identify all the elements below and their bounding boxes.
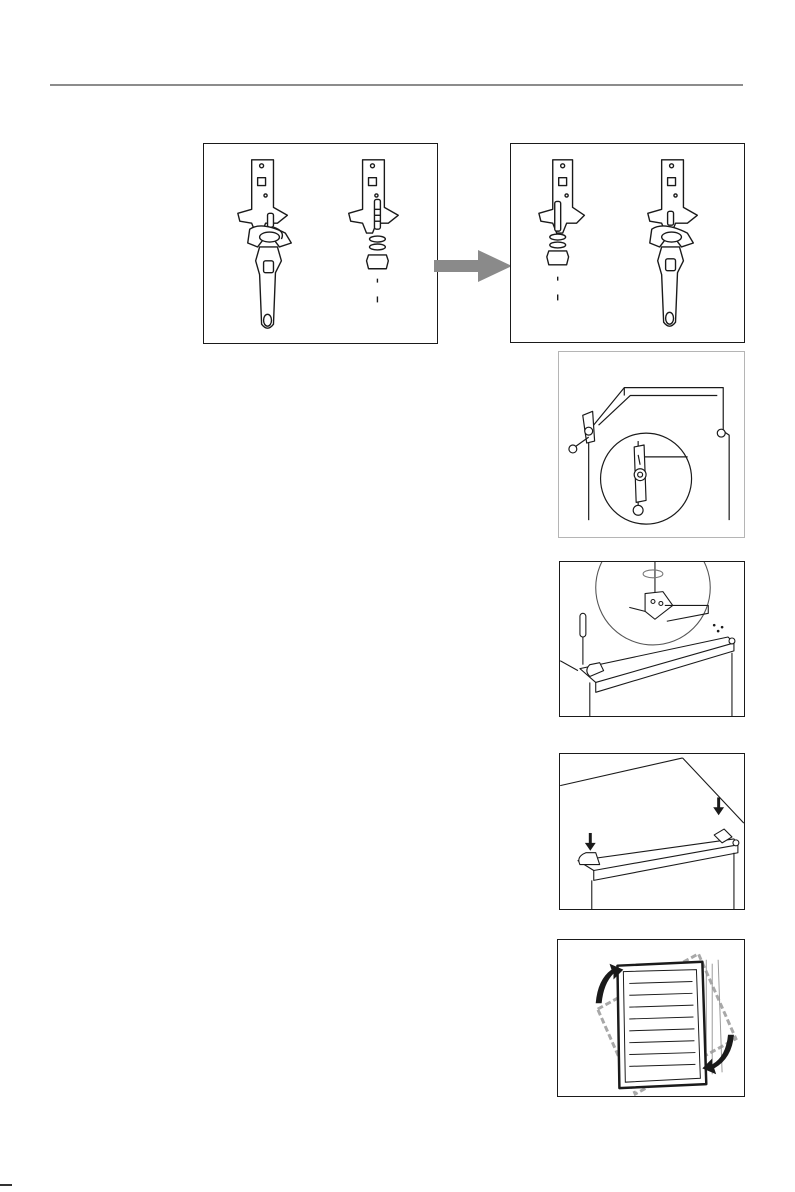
- cabinet-hinge-detail-icon: [559, 352, 744, 537]
- figure-top-hinge-mount: [558, 351, 745, 538]
- wrench-hinge-removal-icon: [204, 144, 437, 343]
- figure-hinge-before: [203, 143, 438, 344]
- figure-hole-covers: [559, 753, 745, 910]
- right-arrow-icon: [434, 250, 514, 282]
- down-arrow-covers-icon: [560, 754, 744, 909]
- figure-door-rotate: [557, 939, 745, 1097]
- header-rule: [50, 84, 743, 86]
- wrench-hinge-install-icon: [511, 144, 744, 342]
- door-rotate-arrows-icon: [558, 940, 744, 1096]
- screwdriver-hinge-icon: [560, 562, 744, 716]
- figure-screwdriver-hinge: [559, 561, 745, 717]
- figure-hinge-after: [510, 143, 745, 343]
- page-footer-mark: [0, 1184, 12, 1186]
